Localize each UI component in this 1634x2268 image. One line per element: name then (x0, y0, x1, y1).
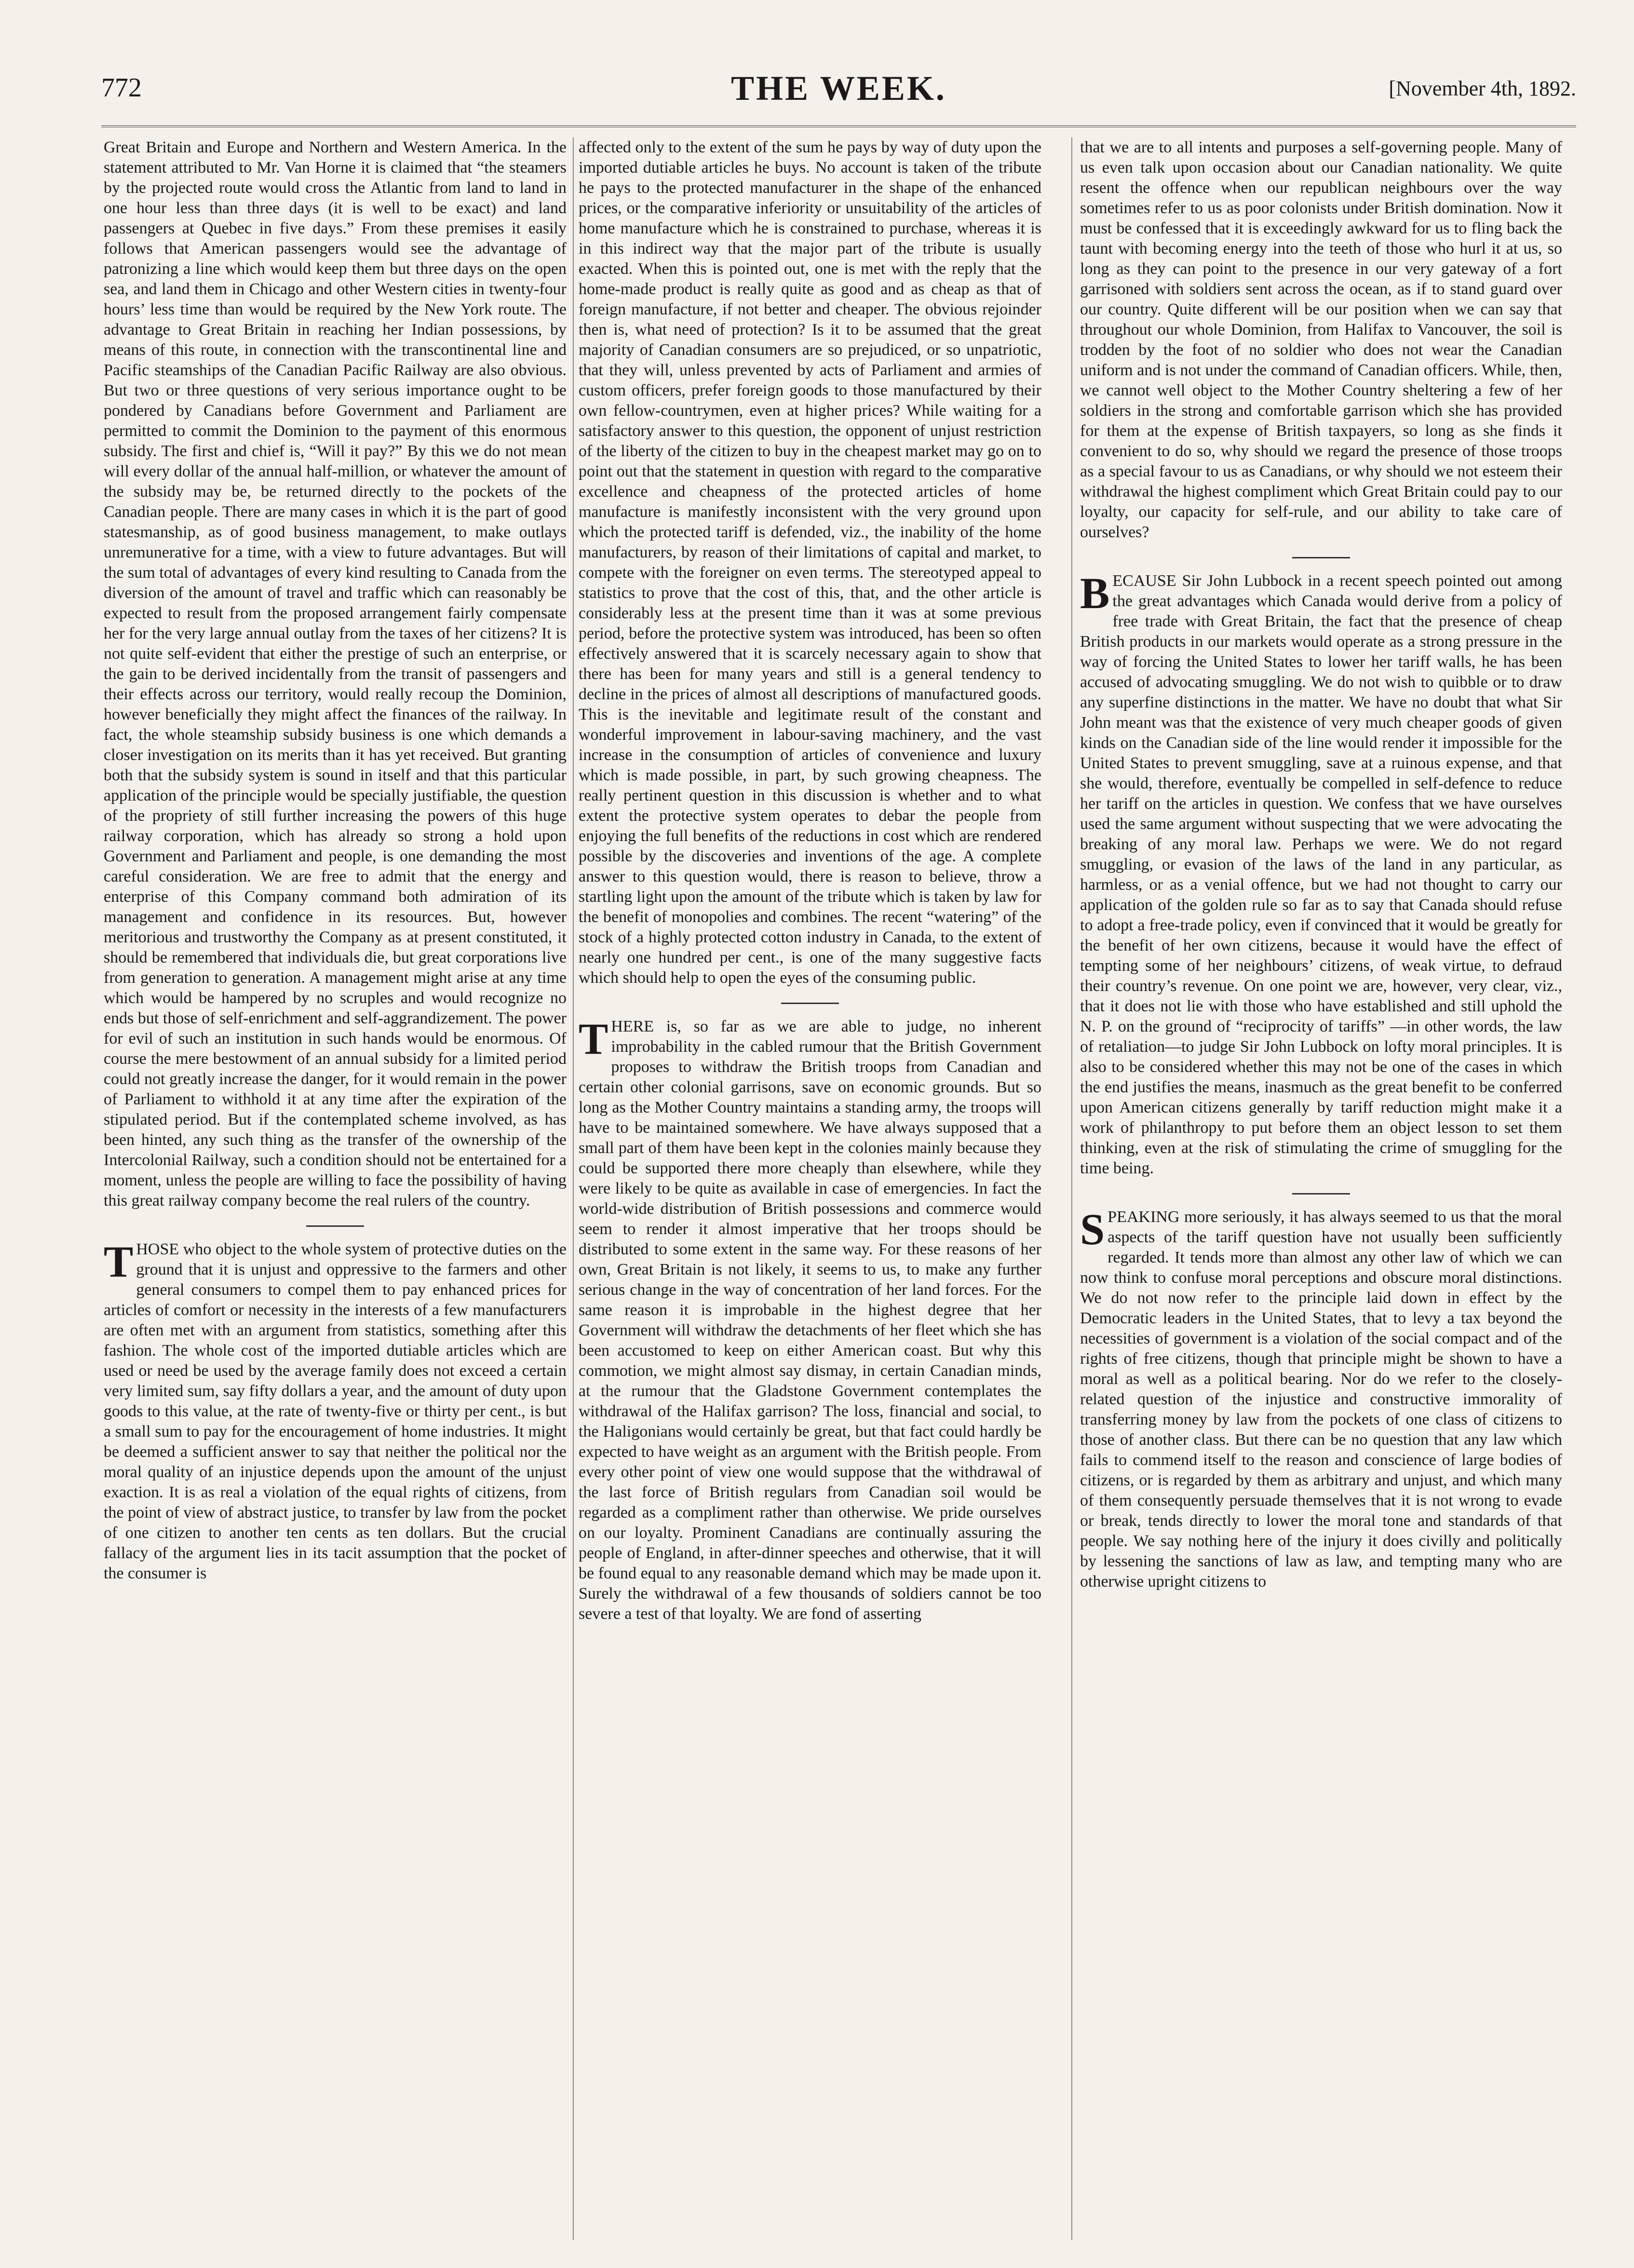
paragraph-text: who object to the whole system of protective duties on the ground that it is unjust and oppressive to the farmers and other general consumers to compel them to pay enhanced prices for articles of comfort or necessity in the interests of a few manufacturers are often met with an argument from statistics, something after this fashion. The whole cost of the imported dutiable articles which are used or need be used by the average family does not exceed a certain very limited sum, say fifty dollars a year, and the amount of duty upon goods to this value, at the rate of twenty-five or thirty per cent., is but a small sum to pay for the encouragement of home industries. It might be deemed a sufficient answer to say that neither the political nor the moral quality of an injustice depends upon the amount of the unjust exaction. It is as real a violation of the equal rights of citizens, from the point of view of abstract justice, to transfer by law from the pocket of one citizen to another ten cents as ten dollars. But the crucial fallacy of the argument lies in its tacit assumption that the pocket of the consumer is (104, 1240, 567, 1582)
drop-cap: B (1080, 569, 1110, 618)
page-header (101, 69, 1576, 116)
section-separator (1292, 1193, 1350, 1195)
column-1 (104, 137, 567, 2240)
drop-cap: T (104, 1237, 134, 1286)
page-number: 772 (101, 73, 142, 103)
article-paragraph (1080, 1207, 1562, 1592)
lead-word: PEAKING (1107, 1208, 1180, 1226)
article-paragraph: Great Britain and Europe and Northern and Western America. In the statement attributed to Mr. Van Horne it is claimed that “the steamers by the projected route would cross the Atlantic from land to land in one hour less than three days (it is well to be exact) and land passengers at Quebec in five days.” From these premises it easily follows that American passengers would see the advantage of patronizing a line which would keep them but three days on the open sea, and land them in Chicago and other Western cities in twenty-four hours’ less time than would be required by the New York route. The advantage to Great Britain in reaching her Indian possessions, by means of this route, in connection with the transcontinental line and Pacific steamships of the Canadian Pacific Railway are also obvious. But two or three questions of very serious importance ought to be pondered by Canadians before Government and Parliament are permitted to commit the Dominion to the payment of this enormous subsidy. The first and chief is, “Will it pay?” By this we do not mean will every dollar of the annual half-million, or whatever the amount of the subsidy may be, be returned directly to the pockets of the Canadian people. There are many cases in which it is the part of good statesmanship, as of good business management, to make outlays unremunerative for a time, with a view to future advantages. But will the sum total of advantages of every kind resulting to Canada from the diversion of the amount of travel and traffic which can reasonably be expected to result from the proposed arrangement fairly compensate her for the very large annual outlay from the taxes of her citizens? It is not quite self-evident that either the prestige of such an enterprise, or the gain to be derived incidentally from the transit of passengers and their effects across our territory, would really recoup the Dominion, however beneficially they might affect the finances of the railway. In fact, the whole steamship subsidy business is one which demands a closer investigation on its merits than it has yet received. But granting both that the subsidy system is sound in itself and that this particular application of the principle would be specially justifiable, the question of the propriety of still further increasing the powers of this huge railway corporation, which has already so strong a hold upon Government and Parliament and people, is one demanding the most careful consideration. We are free to admit that the energy and enterprise of this Company command both admiration of its management and confidence in its resources. But, however meritorious and trustworthy the Company as at present constituted, it should be remembered that individuals die, but great corporations live from generation to generation. A management might arise at any time which would be hampered by no scruples and would recognize no ends but those of self-enrichment and self-aggrandizement. The power for evil of such an institution in such hands would be enormous. Of course the mere bestowment of an annual subsidy for a limited period could not greatly increase the danger, for it would remain in the power of Parliament to withhold it at any time after the expiration of the stipulated period. But if the contemplated scheme involved, as has been hinted, any such thing as the transfer of the ownership of the Intercolonial Railway, such a condition should not be entertained for a moment, unless the people are willing to face the possibility of having this great railway company become the real rulers of the country. (104, 138, 567, 1209)
drop-cap: T (579, 1014, 608, 1063)
column-divider (573, 137, 574, 2240)
section-separator (781, 1003, 839, 1004)
lead-word: ECAUSE (1112, 572, 1176, 590)
section-separator (306, 1225, 364, 1227)
section-separator (1292, 557, 1350, 558)
article-paragraph (104, 1239, 567, 1584)
drop-cap: S (1080, 1205, 1105, 1254)
paragraph-text: more seriously, it has always seemed to us that the moral aspects of the tariff question have not usually been sufficiently regarded. It tends more than almost any other law of which we can now think to confuse moral perceptions and obscure moral distinctions. We do not now refer to the principle laid down in effect by the Democratic leaders in the United States, that to levy a tax beyond the necessities of government is a violation of the social compact and of the rights of free citizens, though that principle might be shown to have a moral as well as a political bearing. Nor do we refer to the closely-related question of the injustice and constructive immorality of transferring money by law from the pockets of one class of citizens to those of another class. But there can be no question that any law which fails to commend itself to the reason and conscience of large bodies of citizens, or is regarded by them as arbitrary and unjust, and which many of them consequently persuade themselves that it is not wrong to evade or break, tends directly to lower the moral tone and standards of that people. We say nothing here of the injury it does civilly and politically by lessening the sanctions of law as law, and tempting many who are otherwise upright citizens to (1080, 1208, 1562, 1590)
column-3 (1080, 137, 1562, 2240)
header-rule (101, 125, 1576, 127)
article-paragraph (579, 1014, 1041, 1624)
article-paragraph: that we are to all intents and purposes a self-governing people. Many of us even talk upon occasion about our Canadian nationality. We quite resent the offence when our republican neighbours over the way sometimes refer to us as poor colonists under British domination. Now it must be confessed that it is exceedingly awkward for us to fling back the taunt with becoming energy into the teeth of those who hurl it at us, so long as they can point to the presence in our very gateway of a fort garrisoned with soldiers sent across the ocean, as if to stand guard over our country. Quite different will be our position when we can say that throughout our whole Dominion, from Halifax to Vancouver, the soil is trodden by the foot of no soldier who does not wear the Canadian uniform and is not under the command of Canadian officers. While, then, we cannot well object to the Mother Country sheltering a few of her soldiers in the strong and comfortable garrison which she has provided for them at the expense of British taxpayers, so long as she finds it convenient to do so, why should we regard the presence of those troops as a special favour to us as Canadians, or why should we not esteem their withdrawal the highest compliment which Great Britain could pay to our loyalty, our capacity for self-rule, and our ability to take care of ourselves? (1080, 138, 1562, 541)
lead-word: HOSE (136, 1240, 179, 1258)
article-paragraph: affected only to the extent of the sum he pays by way of duty upon the imported dutiable articles he buys. No account is taken of the tribute he pays to the protected manufacturer in the shape of the enhanced prices, or the comparative inferiority or unsuitability of the articles of home manufacture which he is constrained to purchase, whereas it is in this indirect way that the major part of the tribute is usually exacted. When this is pointed out, one is met with the reply that the home-made product is really quite as good and as cheap as that of foreign manufacture, if not better and cheaper. The obvious rejoinder then is, what need of protection? Is it to be assumed that the great majority of Canadian consumers are so prejudiced, or so unpatriotic, that they will, unless prevented by acts of Parliament and armies of custom officers, prefer foreign goods to those manufactured by their own fellow-countrymen, even at higher prices? While waiting for a satisfactory answer to this question, the opponent of unjust restriction of the liberty of the citizen to buy in the cheapest market may go on to point out that the statement in question with regard to the comparative excellence and cheapness of the protected articles of home manufacture is manifestly inconsistent with the very ground upon which the protected tariff is defended, viz., the inability of the home manufacturers, by reason of their limitations of capital and market, to compete with the foreigner on even terms. The stereotyped appeal to statistics to prove that the cost of this, that, and the other article is considerably less at the present time than it was at some previous period, before the protective system was introduced, has been so often effectively answered that it is scarcely necessary again to show that there has been for many years and still is a general tendency to decline in the prices of almost all descriptions of manufactured goods. This is the inevitable and legitimate result of the constant and wonderful improvement in labour-saving machinery, and the vast increase in the consumption of articles of convenience and luxury which is made possible, in part, by such growing cheapness. The really pertinent question in this discussion is whether and to what extent the protective system operates to debar the people from enjoying the full benefits of the reductions in cost which are rendered possible by the discoveries and inventions of the age. A complete answer to this question would, there is reason to believe, throw a startling light upon the amount of the tribute which is taken by law for the benefit of monopolies and combines. The recent “watering” of the stock of a highly protected cotton industry in Canada, to the extent of nearly one hundred per cent., is one of the many suggestive facts which should help to open the eyes of the consuming public. (579, 138, 1041, 987)
issue-date: [November 4th, 1892. (1389, 77, 1576, 100)
column-divider (1071, 137, 1072, 2240)
column-2 (579, 137, 1041, 2240)
article-paragraph (1080, 571, 1562, 1179)
paragraph-text: Sir John Lubbock in a recent speech pointed out among the great advantages which Canada would derive from a policy of free trade with Great Britain, the fact that the presence of cheap British products in our markets would operate as a strong pressure in the way of forcing the United States to lower her tariff walls, he has been accused of advocating smuggling. We do not wish to quibble or to draw any superfine distinctions in the matter. We have no doubt that what Sir John meant was that the existence of very much cheaper goods of given kinds on the Canadian side of the line would render it impossible for the United States to prevent smuggling, save at a ruinous expense, and that she would, therefore, eventually be compelled in self-defence to reduce her tariff on the articles in question. We confess that we have ourselves used the same argument without suspecting that we were advocating the breaking of any moral law. Perhaps we were. We do not regard smuggling, or evasion of the laws of the land in any particular, as harmless, or as a venial offence, but we had not thought to carry our application of the golden rule so far as to say that Canada should refuse to adopt a free-trade policy, even if convinced that it would be greatly for the benefit of her own citizens, because it would have the effect of tempting some of her neighbours’ citizens, of weak virtue, to defraud their country’s revenue. On one point we are, however, very clear, viz., that it does not lie with those who have established and still uphold the N. P. on the ground of “reciprocity of tariffs” —in other words, the law of retaliation—to judge Sir John Lubbock on lofty moral principles. It is also to be considered whether this may not be one of the cases in which the end justifies the means, inasmuch as the great benefit to be conferred upon American citizens generally by tariff reduction might make it a work of philanthropy to put before them an object lesson to set them thinking, even at the risk of stimulating the crime of smuggling for the time being. (1080, 572, 1562, 1177)
masthead-title: THE WEEK. (731, 69, 946, 108)
paragraph-text: is, so far as we are able to judge, no inherent improbability in the cabled rumour that the British Government proposes to withdraw the British troops from Canadian and certain other colonial garrisons, save on economic grounds. But so long as the Mother Country maintains a standing army, the troops will have to be maintained somewhere. We have always supposed that a small part of them have been kept in the colonies mainly because they could be supported there more cheaply than elsewhere, while they were likely to be quite as available in case of emergencies. In fact the world-wide distribution of British possessions and commerce would seem to render it almost imperative that her troops should be distributed to some extent in the same way. For these reasons of her own, Great Britain is not likely, it seems to us, to make any further serious change in the way of concentration of her land forces. For the same reason it is improbable in the highest degree that her Government will withdraw the detachments of her fleet which she has been accustomed to keep on either American coast. But why this commotion, we might almost say dismay, in certain Canadian minds, at the rumour that the Gladstone Government contemplates the withdrawal of the Halifax garrison? The loss, financial and social, to the Haligonians would certainly be great, but that fact could hardly be expected to have weight as an argument with the British people. From every other point of view one would suppose that the withdrawal of the last force of British regulars from Canadian soil would be regarded as a compliment rather than otherwise. We pride ourselves on our loyalty. Prominent Canadians are continually assuring the people of England, in after-dinner speeches and otherwise, that it will be found equal to any reasonable demand which may be made upon it. Surely the withdrawal of a few thousands of soldiers cannot be too severe a test of that loyalty. We are fond of asserting (579, 1018, 1041, 1623)
lead-word: HERE (611, 1018, 654, 1035)
